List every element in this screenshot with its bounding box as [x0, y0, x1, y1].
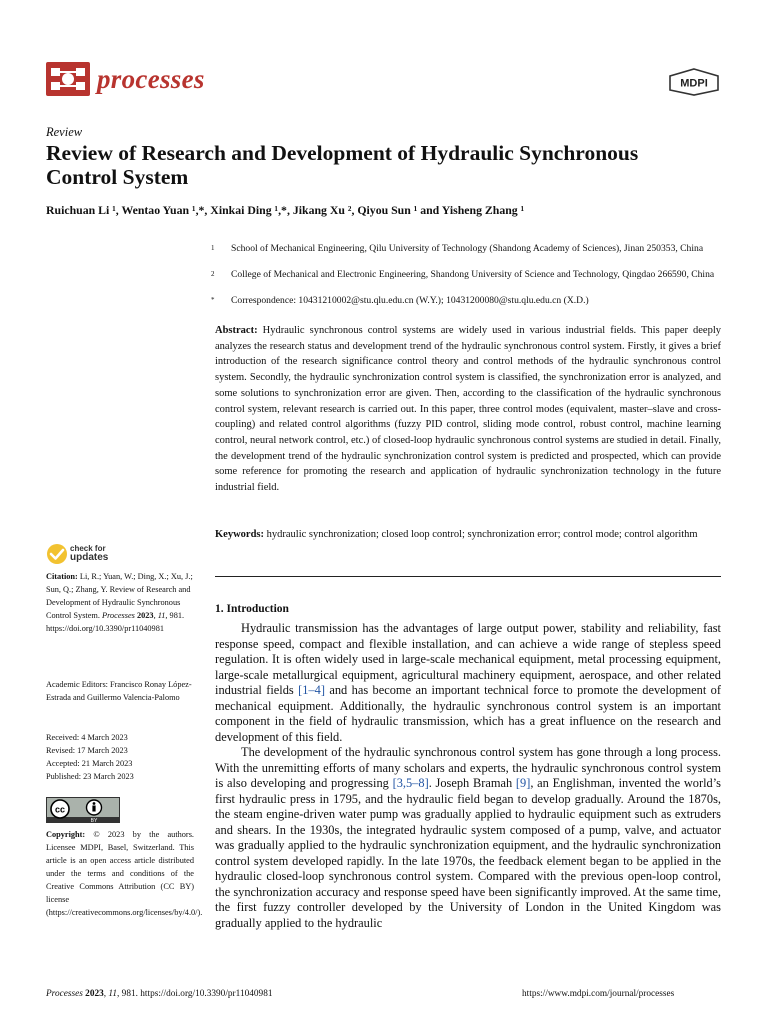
affiliation-2: 2 College of Mechanical and Electronic Engineering, Shandong University of Science and Technology, Qingdao 266590, China — [211, 269, 715, 280]
section-heading: 1. Introduction — [215, 603, 289, 615]
accepted-date: Accepted: 21 March 2023 — [46, 759, 133, 768]
processes-logo-icon — [46, 62, 90, 96]
correspondence: * Correspondence: 10431210002@stu.qlu.edu.cn (W.Y.); 10431200080@stu.qlu.edu.cn (X.D.) — [211, 295, 589, 306]
introduction-body — [215, 621, 721, 931]
abstract-label: Abstract: — [215, 325, 258, 336]
abstract — [215, 323, 721, 496]
received-date: Received: 4 March 2023 — [46, 733, 128, 742]
intro-paragraph-2: The development of the hydraulic synchronous control system has gone through a long process. With the unremitting efforts of many scholars and experts, the hydraulic synchronous control system is also developing and progressing [3,5–8]. Joseph Bramah [9], an Englishman, invented the world’s first hydraulic press in 1795, and the hydraulic field began to develop gradually. Around the 1870s, the steam engine-driven water pump was gradually applied to hydraulic equipment such as extruders and shears. In the 1930s, the integrated hydraulic system composed of a pump, valve, and actuator was gradually applied to the hydraulic synchronization equipment, and the hydraulic synchronization control system developed rapidly. In the late 1970s, the feedback element began to be applied in the hydraulic closed-loop synchronous control system. Compared with the previous open-loop control, the synchronization accuracy and response speed have been significantly improved. At the same time, the first fuzzy controller developed by the University of London in the United Kingdom was gradually applied to the hydraulic — [215, 745, 721, 930]
check-for-updates-icon[interactable] — [46, 543, 68, 565]
cc-by-license-icon[interactable] — [46, 797, 120, 823]
dates-block — [46, 731, 194, 783]
journal-name: processes — [97, 64, 205, 94]
citation-block: Citation: Li, R.; Yuan, W.; Ding, X.; Xu, J.; Sun, Q.; Zhang, Y. Review of Research and Development of Hydraulic Synchronous Control System. Processes 2023, 11, 981. https://doi.org/10.3390/pr11040981 — [46, 572, 193, 633]
article-title: Review of Research and Development of Hydraulic Synchronous Control System — [46, 141, 639, 189]
article-type: Review — [46, 125, 83, 139]
svg-text:BY: BY — [90, 818, 98, 823]
keywords-text: hydraulic synchronization; closed loop control; synchronization error; control mode; control algorithm — [266, 529, 698, 540]
abstract-text: Hydraulic synchronous control systems are widely used in various industrial fields. This paper deeply analyzes the research status and development trend of the hydraulic synchronous control system. Firstly, it gives a brief introduction of the research significance control theory and control methods of the hydraulic synchronous control system. Secondly, the hydraulic synchronization control system is classified, the synchronization error is analyzed, and some solutions to synchronization error are given. Then, according to the classification of the hydraulic synchronous control system, relevant research is carried out. In this paper, three control modes (equivalent, master–slave and cross-coupling) and related control algorithms (fuzzy PID control, sliding mode control, robust control, machine learning control, neural network control, etc.) of closed-loop hydraulic synchronous control systems are studied in detail. Finally, the development trend of the hydraulic synchronization control system is predicted and prospected, which can provide some reference for promoting the research and application of hydraulic synchronization technology in the future industrial field. — [215, 325, 722, 494]
svg-text:MDPI: MDPI — [680, 77, 708, 90]
academic-editors: Academic Editors: Francisco Ronay López-Estrada and Guillermo Valencia-Palomo — [46, 680, 192, 702]
citation-link[interactable]: [1–4] — [298, 683, 325, 697]
check-for-updates-label[interactable]: check for updates — [70, 544, 109, 563]
section-divider — [215, 576, 721, 577]
keywords-label: Keywords: — [215, 529, 264, 540]
citation-link[interactable]: [9] — [515, 776, 531, 790]
mdpi-logo-icon — [668, 68, 720, 96]
footer-journal-url[interactable]: https://www.mdpi.com/journal/processes — [522, 989, 675, 999]
author-list: Ruichuan Li ¹, Wentao Yuan ¹,*, Xinkai Ding ¹,*, Jikang Xu ², Qiyou Sun ¹ and Yisheng Zhang ¹ — [46, 203, 525, 217]
affiliation-1: 1 School of Mechanical Engineering, Qilu University of Technology (Shandong Academy of Sciences), Jinan 250353, China — [211, 243, 704, 254]
keywords — [215, 527, 721, 543]
intro-paragraph-1: Hydraulic transmission has the advantages of large output power, stability and reliability, fast response speed, compact and flexible installation, and can achieve a wide range of stepless speed regulation. It is often widely used in large-scale mechanical equipment, metal processing equipment, large-scale metallurgical equipment, agricultural machinery equipment, aerospace, and other related industrial fields [1–4] and has become an important technical force to promote the development of mechanical equipment. Additionally, the hydraulic synchronous control system is an important component in the field of hydraulic transmission, which has a great influence on the research and development of this field. — [215, 621, 722, 744]
citation-link[interactable]: [3,5–8] — [392, 776, 429, 790]
revised-date: Revised: 17 March 2023 — [46, 746, 128, 755]
svg-text:cc: cc — [54, 804, 66, 815]
copyright-block: Copyright: © 2023 by the authors. Licensee MDPI, Basel, Switzerland. This article is an open access article distributed under the terms and conditions of the Creative Commons Attribution (CC BY) license (https://creativecommons.org/licenses/by/4.0/). — [46, 830, 203, 917]
published-date: Published: 23 March 2023 — [46, 772, 134, 781]
footer-citation: Processes 2023, 11, 981. https://doi.org/10.3390/pr11040981 — [46, 989, 273, 999]
